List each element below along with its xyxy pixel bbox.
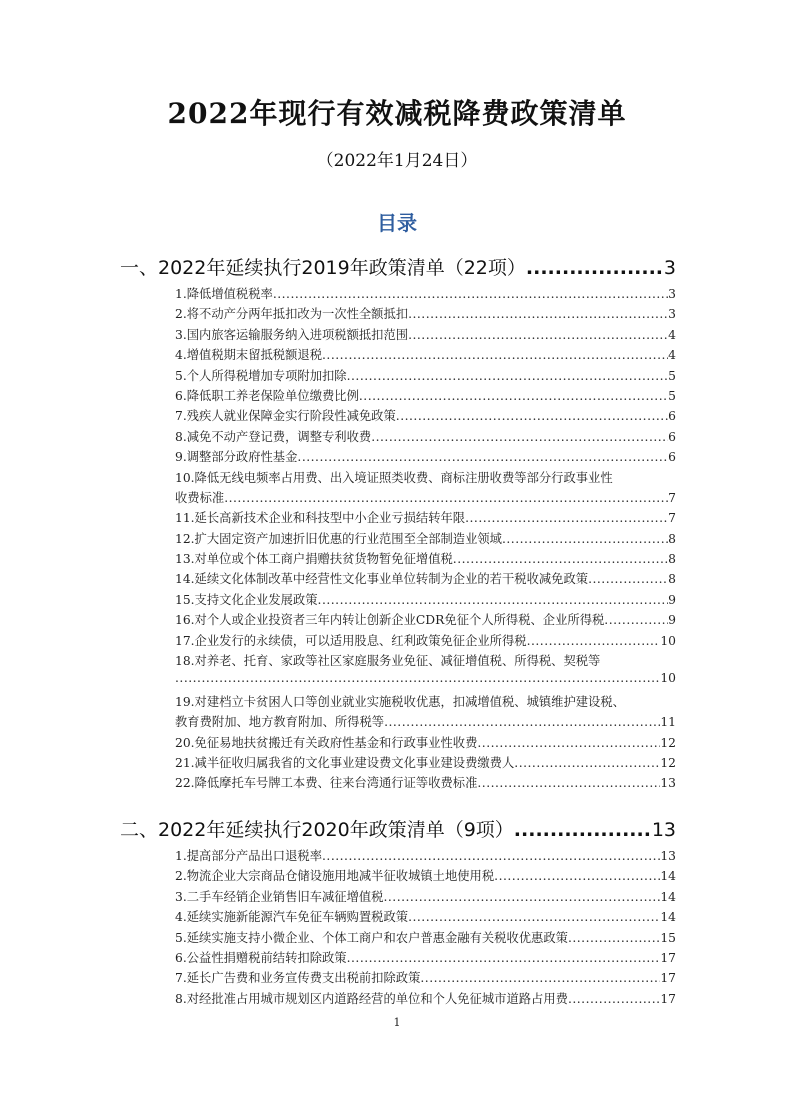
- toc-item-page: 10: [660, 633, 676, 648]
- toc-leader-dots: [322, 348, 668, 362]
- toc-item[interactable]: [175, 753, 676, 773]
- toc-leader-dots: [175, 671, 660, 685]
- toc-leader-dots: [318, 593, 669, 607]
- toc-section-2[interactable]: [120, 815, 676, 842]
- toc-item-page: 6: [668, 450, 676, 465]
- toc-item-label: 5.延续实施支持小微企业、个体工商户和农户普惠金融有关税收优惠政策: [175, 930, 568, 945]
- toc-leader-dots: [359, 389, 668, 403]
- toc-leader-dots: [322, 849, 660, 863]
- toc-item[interactable]: [175, 345, 676, 365]
- toc-item-label: 15.支持文化企业发展政策: [175, 592, 318, 607]
- toc-leader-dots: [297, 450, 668, 464]
- toc-item-page: 13: [660, 776, 676, 791]
- toc-leader-dots: [383, 890, 660, 904]
- toc-item-line[interactable]: 19.对建档立卡贫困人口等创业就业实施税收优惠，扣减增值税、城镇维护建设税、: [175, 694, 625, 709]
- toc-item-page: 7: [668, 490, 676, 505]
- toc-item-page: 8: [668, 531, 676, 546]
- toc-section-1-items: [175, 284, 676, 794]
- toc-leader-dots: [420, 971, 660, 985]
- toc-item-page: 4: [668, 327, 676, 342]
- toc-leader-dots: [224, 491, 668, 505]
- toc-item-page: 17: [660, 991, 676, 1006]
- toc-leader-dots: [502, 532, 668, 546]
- toc-item-page: 9: [668, 592, 676, 607]
- toc-item-label: 8.减免不动产登记费，调整专利收费: [175, 429, 372, 444]
- toc-item[interactable]: [175, 887, 676, 907]
- toc-leader-dots: [477, 776, 660, 790]
- toc-item-label: 1.提高部分产品出口退税率: [175, 849, 322, 863]
- toc-item-page: 10: [660, 671, 676, 686]
- toc-item-page: 13: [660, 849, 676, 863]
- toc-item-label: 6.降低职工养老保险单位缴费比例: [175, 388, 359, 403]
- toc-item[interactable]: [175, 427, 676, 447]
- toc-section-page: 3: [663, 257, 676, 279]
- toc-item-page: 3: [668, 307, 676, 322]
- toc-item[interactable]: [175, 733, 676, 753]
- toc-item[interactable]: [175, 508, 676, 528]
- toc-item-label: 6.公益性捐赠税前结转扣除政策: [175, 950, 347, 965]
- toc-item-label: 4.增值税期末留抵税额退税: [175, 348, 322, 363]
- toc-item-label: 5.个人所得税增加专项附加扣除: [175, 368, 347, 383]
- toc-item[interactable]: [175, 569, 676, 589]
- toc-item[interactable]: [175, 284, 676, 304]
- toc-item-label: 4.延续实施新能源汽车免征车辆购置税政策: [175, 910, 409, 925]
- toc-item-page: 12: [660, 735, 676, 750]
- toc-item[interactable]: [175, 304, 676, 324]
- toc-item-label: 9.调整部分政府性基金: [175, 450, 298, 465]
- toc-item-label: 1.降低增值税税率: [175, 287, 273, 301]
- toc-item-label: 8.对经批准占用城市规划区内道路经营的单位和个人免征城市道路占用费: [175, 991, 568, 1006]
- toc-item-page: 11: [660, 715, 676, 730]
- toc-leader-dots: [494, 869, 660, 883]
- toc-leader-dots: [514, 756, 660, 770]
- toc-leader-dots: [384, 715, 660, 729]
- toc-item-label: 收费标准: [175, 490, 225, 505]
- toc-item-label: 20.免征易地扶贫搬迁有关政府性基金和行政事业性收费: [175, 735, 478, 750]
- toc-item-page: 17: [660, 950, 676, 965]
- toc-item[interactable]: [175, 325, 676, 345]
- toc-leader-dots: [568, 931, 660, 945]
- toc-item[interactable]: [175, 529, 676, 549]
- toc-item-label: 13.对单位或个体工商户捐赠扶贫货物暂免征增值税: [175, 552, 453, 567]
- toc-leader-dots: [408, 328, 668, 342]
- toc-item-page: 12: [660, 755, 676, 770]
- toc-item-line[interactable]: [175, 671, 676, 691]
- toc-item-label: 11.延长高新技术企业和科技型中小企业亏损结转年限: [175, 511, 466, 526]
- toc-leader-dots: [408, 910, 660, 924]
- toc-leader-dots: [604, 613, 668, 627]
- toc-leader-dots: [347, 951, 661, 965]
- toc-item[interactable]: [175, 610, 676, 630]
- toc-heading: 目录: [377, 211, 417, 235]
- toc-item[interactable]: [175, 989, 676, 1009]
- toc-leader-dots: [273, 287, 668, 301]
- toc-item-label: 3.二手车经销企业销售旧车减征增值税: [175, 889, 384, 904]
- toc-item-line[interactable]: 18.对养老、托育、家政等社区家庭服务业免征、减征增值税、所得税、契税等: [175, 654, 601, 669]
- toc-section-label: 二、2022年延续执行2020年政策清单（9项）: [120, 819, 514, 841]
- toc-item[interactable]: [175, 866, 676, 886]
- toc-item-label: 12.扩大固定资产加速折旧优惠的行业范围至全部制造业领域: [175, 531, 502, 546]
- toc-item-page: 4: [668, 348, 676, 363]
- document-title: 2022年现行有效减税降费政策清单: [167, 97, 627, 130]
- toc-leader-dots: [527, 634, 661, 648]
- toc-leader-dots: [588, 572, 668, 586]
- toc-item-label: 3.国内旅客运输服务纳入进项税额抵扣范围: [175, 327, 409, 342]
- toc-item-page: 9: [668, 613, 676, 628]
- toc-item-page: 6: [668, 409, 676, 424]
- toc-item[interactable]: [175, 907, 676, 927]
- toc-item-label: 17.企业发行的永续债，可以适用股息、红利政策免征企业所得税: [175, 633, 527, 648]
- toc-item-page: 17: [660, 971, 676, 986]
- toc-item-label: 2.将不动产分两年抵扣改为一次性全额抵扣: [175, 307, 409, 322]
- toc-section-page: 13: [651, 819, 676, 841]
- toc-item-label: 7.残疾人就业保障金实行阶段性减免政策: [175, 409, 396, 424]
- toc-leader-dots: [568, 992, 660, 1006]
- toc-item[interactable]: [175, 631, 676, 651]
- toc-leader-dots: [371, 430, 668, 444]
- toc-item-page: 7: [668, 511, 676, 526]
- toc-item-label: 22.降低摩托车号牌工本费、往来台湾通行证等收费标准: [175, 776, 478, 791]
- toc-item[interactable]: [175, 928, 676, 948]
- toc-item[interactable]: [175, 406, 676, 426]
- toc-item-page: 6: [668, 429, 676, 444]
- toc-item[interactable]: [175, 447, 676, 467]
- toc-leader-dots: [465, 511, 668, 525]
- toc-item-page: 14: [660, 910, 676, 925]
- toc-section-2-items: [175, 846, 676, 1009]
- toc-item-page: 8: [668, 572, 676, 587]
- toc-item-line[interactable]: 10.降低无线电频率占用费、出入境证照类收费、商标注册收费等部分行政事业性: [175, 470, 613, 485]
- toc-item[interactable]: [175, 549, 676, 569]
- toc-item-label: 21.减半征收归属我省的文化事业建设费文化事业建设费缴费人: [175, 755, 515, 770]
- toc-leader-dots: [396, 409, 668, 423]
- toc-item-line[interactable]: [175, 712, 676, 732]
- toc-item[interactable]: [175, 366, 676, 386]
- toc-leader-dots: [514, 819, 652, 841]
- toc-item-label: 教育费附加、地方教育附加、所得税等: [175, 715, 385, 730]
- page-number: 1: [393, 1016, 401, 1029]
- toc-item[interactable]: [175, 846, 676, 866]
- toc-item-label: 14.延续文化体制改革中经营性文化事业单位转制为企业的若干税收减免政策: [175, 572, 589, 587]
- toc-item[interactable]: [175, 968, 676, 988]
- toc-item[interactable]: [175, 386, 676, 406]
- toc-item-page: 8: [668, 552, 676, 567]
- toc-item[interactable]: [175, 590, 676, 610]
- toc-item[interactable]: [175, 773, 676, 793]
- toc-item-page: 14: [660, 889, 676, 904]
- toc-section-1[interactable]: [120, 253, 676, 280]
- toc-item-label: 16.对个人或企业投资者三年内转让创新企业CDR免征个人所得税、企业所得税: [175, 613, 605, 628]
- toc-leader-dots: [477, 736, 660, 750]
- document-date: （2022年1月24日）: [316, 151, 478, 171]
- toc-leader-dots: [347, 369, 669, 383]
- toc-leader-dots: [408, 307, 668, 321]
- toc-item-page: 5: [668, 388, 676, 403]
- toc-leader-dots: [526, 257, 664, 279]
- toc-leader-dots: [453, 552, 668, 566]
- toc-item-page: 5: [668, 368, 676, 383]
- toc-item-label: 2.物流企业大宗商品仓储设施用地减半征收城镇土地使用税: [175, 869, 495, 884]
- toc-item-label: 7.延长广告费和业务宣传费支出税前扣除政策: [175, 971, 421, 986]
- toc-item-page: 14: [660, 869, 676, 884]
- toc-section-label: 一、2022年延续执行2019年政策清单（22项）: [120, 257, 526, 279]
- toc-item[interactable]: [175, 948, 676, 968]
- toc-item-line[interactable]: [175, 488, 676, 508]
- toc-item-page: 3: [668, 287, 676, 301]
- toc-item-page: 15: [660, 930, 676, 945]
